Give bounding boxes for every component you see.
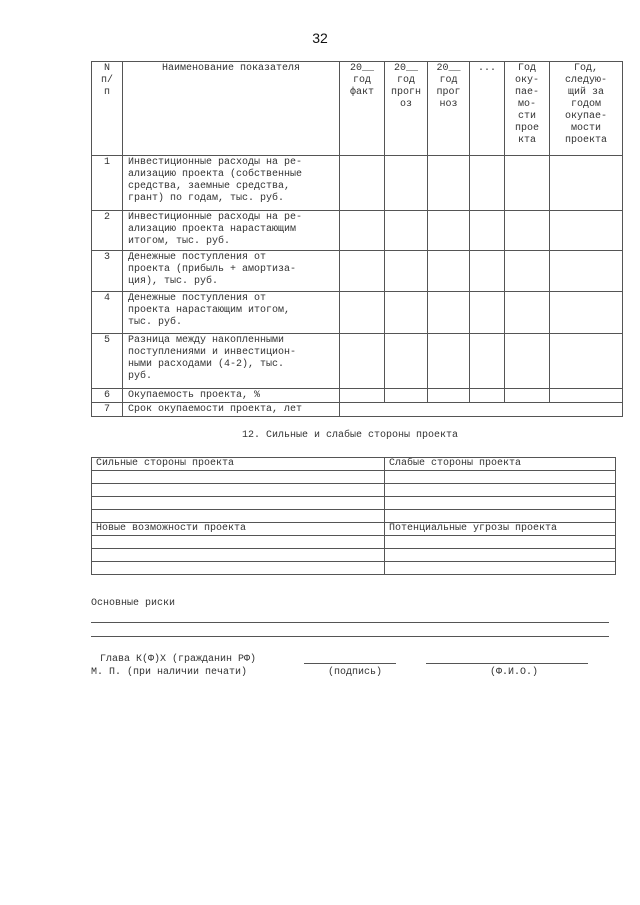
- cell: [385, 292, 428, 334]
- header-after-payback-year: Год, следую- щий за годом окупае- мости проекта: [550, 62, 623, 156]
- row-name: Срок окупаемости проекта, лет: [123, 403, 340, 417]
- cell: [385, 484, 616, 497]
- risks-line: [91, 622, 609, 623]
- row-name: Окупаемость проекта, %: [123, 389, 340, 403]
- row-name: Инвестиционные расходы на ре- ализацию проекта (собственные средства, заемные средства, грант) по годам, тыс. руб.: [123, 156, 340, 211]
- table-row: [92, 292, 623, 334]
- cell: [550, 389, 623, 403]
- cell: [550, 211, 623, 251]
- cell: [92, 510, 385, 523]
- cell: [92, 562, 385, 575]
- cell: [428, 156, 470, 211]
- swot-header-row: [92, 458, 616, 471]
- table-row: [92, 334, 623, 389]
- cell: [385, 251, 428, 292]
- cell: [385, 562, 616, 575]
- cell: [92, 549, 385, 562]
- cell: [505, 334, 550, 389]
- signature-line: [304, 663, 396, 664]
- cell: [340, 389, 385, 403]
- opportunities-label: Новые возможности проекта: [92, 523, 385, 536]
- cell: [428, 251, 470, 292]
- header-year-forecast-2: 20__ год прог ноз: [428, 62, 470, 156]
- cell: [340, 292, 385, 334]
- fio-caption: (Ф.И.О.): [490, 667, 539, 678]
- header-name: Наименование показателя: [123, 62, 340, 156]
- cell: [385, 334, 428, 389]
- cell: [505, 211, 550, 251]
- cell: [92, 536, 385, 549]
- swot-table: [91, 457, 616, 575]
- cell: [385, 536, 616, 549]
- cell: [92, 484, 385, 497]
- swot-row: [92, 510, 616, 523]
- cell: [470, 334, 505, 389]
- header-payback-year: Год оку- пае- мо- сти прое кта: [505, 62, 550, 156]
- cell: [385, 471, 616, 484]
- table-row: [92, 389, 623, 403]
- cell: [92, 497, 385, 510]
- row-num: 6: [92, 389, 123, 403]
- cell: [385, 497, 616, 510]
- cell: [470, 292, 505, 334]
- strengths-label: Сильные стороны проекта: [92, 458, 385, 471]
- swot-row: [92, 484, 616, 497]
- indicators-table: [91, 61, 623, 417]
- table-row: [92, 156, 623, 211]
- seal-note: М. П. (при наличии печати): [91, 667, 248, 678]
- cell: [505, 292, 550, 334]
- cell: [550, 156, 623, 211]
- page-number: 32: [312, 30, 328, 46]
- row-num: 5: [92, 334, 123, 389]
- cell: [340, 156, 385, 211]
- swot-header-row: [92, 523, 616, 536]
- swot-row: [92, 562, 616, 575]
- cell: [470, 211, 505, 251]
- cell: [550, 334, 623, 389]
- cell: [428, 211, 470, 251]
- header-ellipsis: ...: [470, 62, 505, 156]
- swot-row: [92, 497, 616, 510]
- cell: [550, 251, 623, 292]
- header-num: N п/ п: [92, 62, 123, 156]
- cell: [385, 389, 428, 403]
- row-num: 7: [92, 403, 123, 417]
- cell: [385, 211, 428, 251]
- cell: [505, 389, 550, 403]
- table-row: [92, 211, 623, 251]
- signature-caption: (подпись): [328, 667, 383, 678]
- row-name: Разница между накопленными поступлениями и инвестицион- ными расходами (4-2), тыс. руб.: [123, 334, 340, 389]
- row-num: 3: [92, 251, 123, 292]
- cell: [428, 292, 470, 334]
- cell: [428, 334, 470, 389]
- row-num: 1: [92, 156, 123, 211]
- cell: [340, 251, 385, 292]
- cell: [505, 251, 550, 292]
- cell: [340, 211, 385, 251]
- row-name: Денежные поступления от проекта нарастающим итогом, тыс. руб.: [123, 292, 340, 334]
- table-header-row: [92, 62, 623, 156]
- weaknesses-label: Слабые стороны проекта: [385, 458, 616, 471]
- fio-line: [426, 663, 588, 664]
- cell: [470, 251, 505, 292]
- threats-label: Потенциальные угрозы проекта: [385, 523, 616, 536]
- cell: [340, 403, 623, 417]
- signatory-title: Глава К(Ф)Х (гражданин РФ): [100, 654, 257, 665]
- cell: [505, 156, 550, 211]
- table-row: [92, 251, 623, 292]
- header-year-fact: 20__ год факт: [340, 62, 385, 156]
- cell: [550, 292, 623, 334]
- cell: [92, 471, 385, 484]
- cell: [385, 510, 616, 523]
- swot-row: [92, 471, 616, 484]
- section-12-title: 12. Сильные и слабые стороны проекта: [241, 430, 459, 441]
- cell: [385, 549, 616, 562]
- cell: [385, 156, 428, 211]
- table-row: [92, 403, 623, 417]
- row-name: Денежные поступления от проекта (прибыль + амортиза- ция), тыс. руб.: [123, 251, 340, 292]
- cell: [470, 156, 505, 211]
- cell: [340, 334, 385, 389]
- main-risks-label: Основные риски: [91, 598, 176, 609]
- row-num: 4: [92, 292, 123, 334]
- row-num: 2: [92, 211, 123, 251]
- cell: [428, 389, 470, 403]
- row-name: Инвестиционные расходы на ре- ализацию проекта нарастающим итогом, тыс. руб.: [123, 211, 340, 251]
- header-year-forecast-1: 20__ год прогн оз: [385, 62, 428, 156]
- cell: [470, 389, 505, 403]
- risks-line: [91, 636, 609, 637]
- swot-row: [92, 536, 616, 549]
- swot-row: [92, 549, 616, 562]
